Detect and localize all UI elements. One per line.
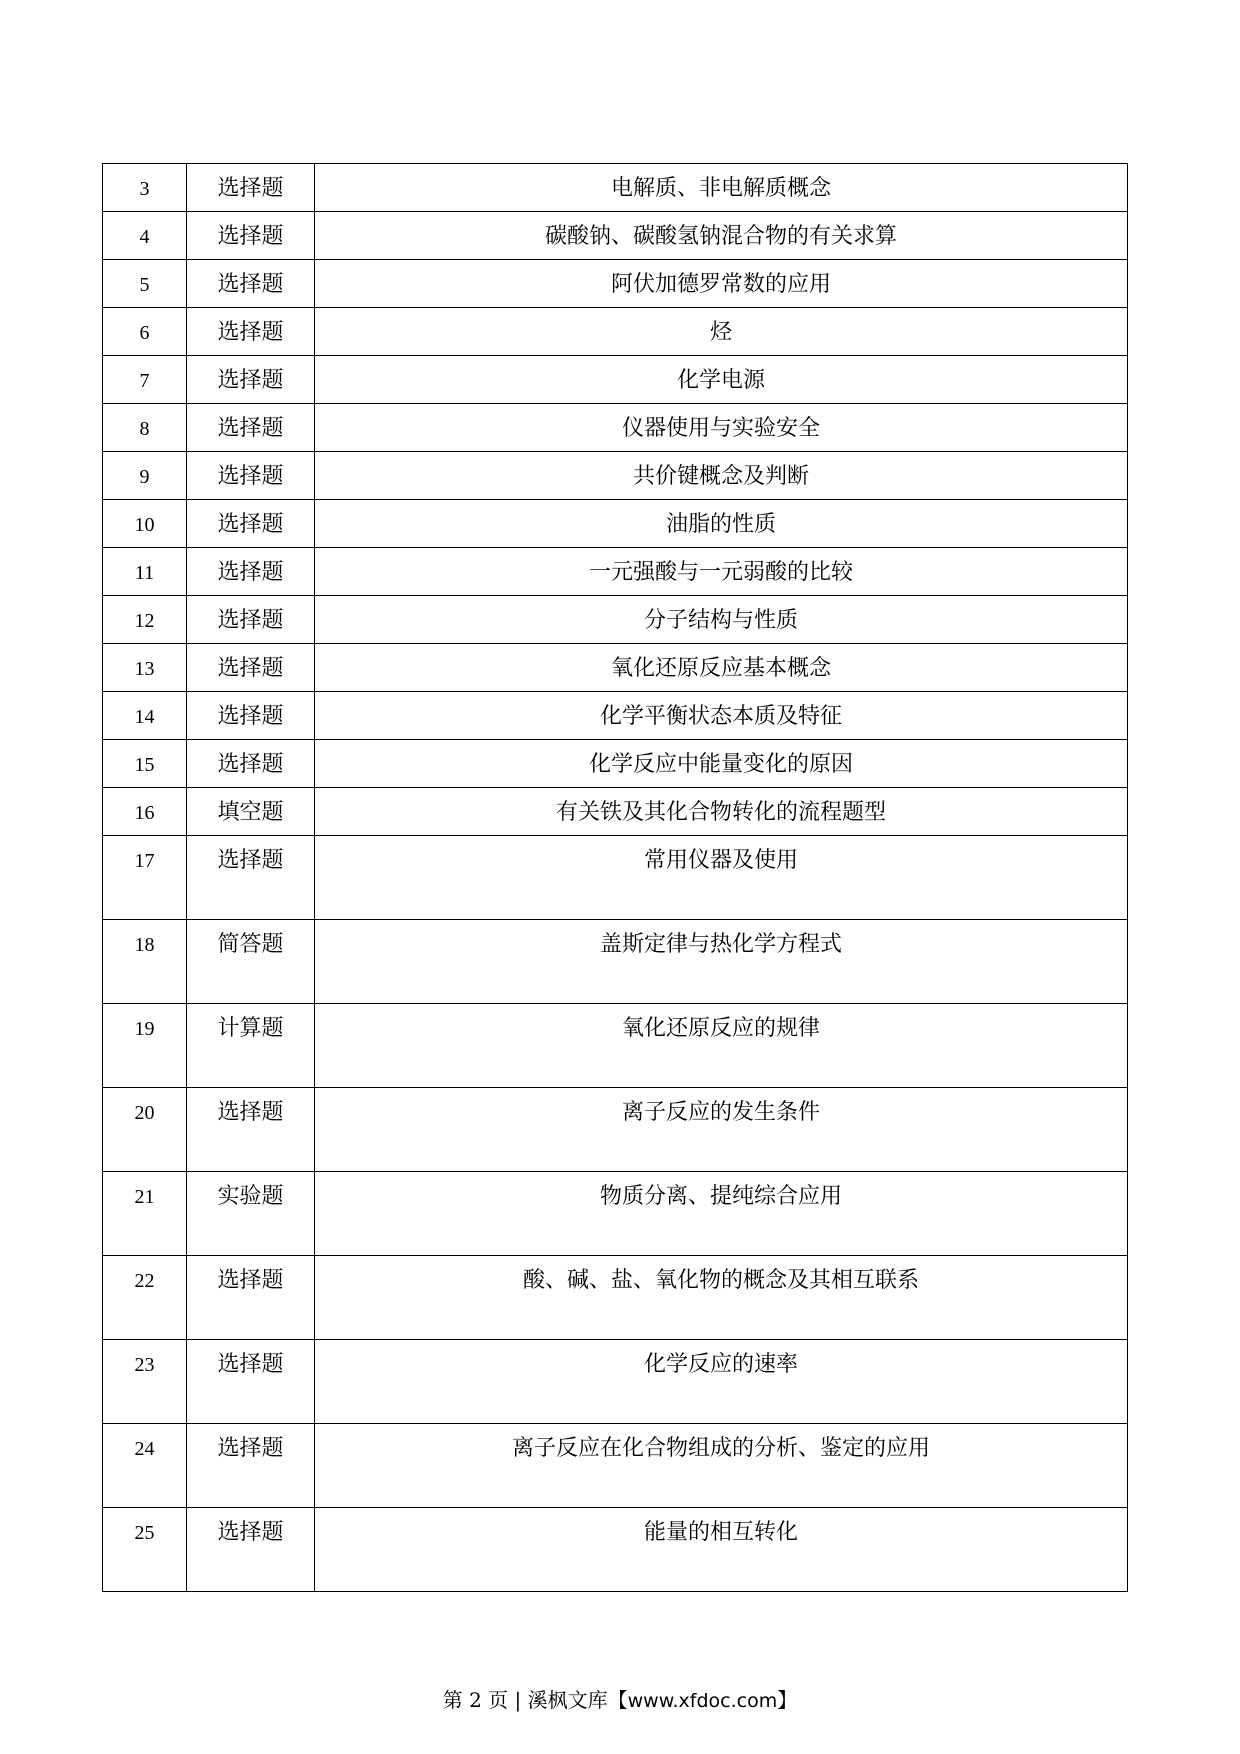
question-type-cell: 计算题 xyxy=(187,1004,315,1088)
question-number-cell: 5 xyxy=(103,260,187,308)
table-row xyxy=(103,596,1128,644)
question-type-cell: 选择题 xyxy=(187,1424,315,1508)
knowledge-point-cell: 共价键概念及判断 xyxy=(315,452,1128,500)
table-row xyxy=(103,1340,1128,1424)
question-type-cell: 选择题 xyxy=(187,1256,315,1340)
table-row xyxy=(103,1172,1128,1256)
knowledge-point-cell: 电解质、非电解质概念 xyxy=(315,164,1128,212)
question-type-cell: 选择题 xyxy=(187,500,315,548)
page-footer xyxy=(0,1684,1240,1713)
table-row xyxy=(103,500,1128,548)
question-type-cell: 选择题 xyxy=(187,1508,315,1592)
question-number-cell: 15 xyxy=(103,740,187,788)
question-type-cell: 选择题 xyxy=(187,308,315,356)
question-number-cell: 18 xyxy=(103,920,187,1004)
table-row xyxy=(103,920,1128,1004)
question-type-cell: 选择题 xyxy=(187,164,315,212)
question-type-cell: 填空题 xyxy=(187,788,315,836)
knowledge-point-cell: 仪器使用与实验安全 xyxy=(315,404,1128,452)
knowledge-point-cell: 化学平衡状态本质及特征 xyxy=(315,692,1128,740)
question-type-cell: 选择题 xyxy=(187,1088,315,1172)
table-row xyxy=(103,644,1128,692)
knowledge-point-cell: 有关铁及其化合物转化的流程题型 xyxy=(315,788,1128,836)
question-number-cell: 8 xyxy=(103,404,187,452)
table-row xyxy=(103,452,1128,500)
question-number-cell: 6 xyxy=(103,308,187,356)
knowledge-point-table xyxy=(102,163,1128,1592)
table-row xyxy=(103,404,1128,452)
knowledge-point-cell: 离子反应的发生条件 xyxy=(315,1088,1128,1172)
question-type-cell: 简答题 xyxy=(187,920,315,1004)
table-row xyxy=(103,1508,1128,1592)
footer-url: www.xfdoc.com xyxy=(627,1690,778,1712)
table-row xyxy=(103,788,1128,836)
table-row xyxy=(103,1424,1128,1508)
question-number-cell: 4 xyxy=(103,212,187,260)
footer-page-label: 第 2 页 | 溪枫文库【 xyxy=(442,1688,628,1712)
question-number-cell: 24 xyxy=(103,1424,187,1508)
question-type-cell: 实验题 xyxy=(187,1172,315,1256)
table-row xyxy=(103,740,1128,788)
question-type-cell: 选择题 xyxy=(187,740,315,788)
table-row xyxy=(103,308,1128,356)
footer-bracket: 】 xyxy=(777,1688,798,1712)
knowledge-point-cell: 能量的相互转化 xyxy=(315,1508,1128,1592)
question-number-cell: 23 xyxy=(103,1340,187,1424)
table-row xyxy=(103,356,1128,404)
question-number-cell: 11 xyxy=(103,548,187,596)
question-number-cell: 22 xyxy=(103,1256,187,1340)
question-number-cell: 20 xyxy=(103,1088,187,1172)
knowledge-point-cell: 化学反应的速率 xyxy=(315,1340,1128,1424)
knowledge-point-cell: 烃 xyxy=(315,308,1128,356)
question-type-cell: 选择题 xyxy=(187,212,315,260)
question-type-cell: 选择题 xyxy=(187,548,315,596)
question-type-cell: 选择题 xyxy=(187,404,315,452)
question-type-cell: 选择题 xyxy=(187,1340,315,1424)
question-number-cell: 21 xyxy=(103,1172,187,1256)
table-row xyxy=(103,1256,1128,1340)
question-number-cell: 7 xyxy=(103,356,187,404)
knowledge-point-cell: 离子反应在化合物组成的分析、鉴定的应用 xyxy=(315,1424,1128,1508)
table-row xyxy=(103,212,1128,260)
knowledge-point-cell: 化学电源 xyxy=(315,356,1128,404)
table-row xyxy=(103,836,1128,920)
knowledge-point-cell: 物质分离、提纯综合应用 xyxy=(315,1172,1128,1256)
question-type-cell: 选择题 xyxy=(187,644,315,692)
knowledge-point-cell: 化学反应中能量变化的原因 xyxy=(315,740,1128,788)
question-number-cell: 12 xyxy=(103,596,187,644)
question-number-cell: 14 xyxy=(103,692,187,740)
question-number-cell: 19 xyxy=(103,1004,187,1088)
table-body xyxy=(103,164,1128,1592)
question-type-cell: 选择题 xyxy=(187,260,315,308)
knowledge-point-cell: 阿伏加德罗常数的应用 xyxy=(315,260,1128,308)
table-row xyxy=(103,260,1128,308)
knowledge-point-cell: 一元强酸与一元弱酸的比较 xyxy=(315,548,1128,596)
table-row xyxy=(103,692,1128,740)
knowledge-point-cell: 分子结构与性质 xyxy=(315,596,1128,644)
table-row xyxy=(103,1004,1128,1088)
question-type-cell: 选择题 xyxy=(187,836,315,920)
knowledge-point-cell: 碳酸钠、碳酸氢钠混合物的有关求算 xyxy=(315,212,1128,260)
question-number-cell: 13 xyxy=(103,644,187,692)
question-type-cell: 选择题 xyxy=(187,692,315,740)
knowledge-point-cell: 盖斯定律与热化学方程式 xyxy=(315,920,1128,1004)
question-type-cell: 选择题 xyxy=(187,596,315,644)
question-number-cell: 25 xyxy=(103,1508,187,1592)
knowledge-point-cell: 油脂的性质 xyxy=(315,500,1128,548)
knowledge-point-cell: 氧化还原反应基本概念 xyxy=(315,644,1128,692)
table-row xyxy=(103,164,1128,212)
question-number-cell: 17 xyxy=(103,836,187,920)
question-number-cell: 16 xyxy=(103,788,187,836)
question-number-cell: 3 xyxy=(103,164,187,212)
question-number-cell: 10 xyxy=(103,500,187,548)
table-row xyxy=(103,1088,1128,1172)
question-type-cell: 选择题 xyxy=(187,356,315,404)
question-type-cell: 选择题 xyxy=(187,452,315,500)
question-number-cell: 9 xyxy=(103,452,187,500)
knowledge-point-cell: 氧化还原反应的规律 xyxy=(315,1004,1128,1088)
knowledge-point-cell: 常用仪器及使用 xyxy=(315,836,1128,920)
knowledge-point-cell: 酸、碱、盐、氧化物的概念及其相互联系 xyxy=(315,1256,1128,1340)
table-row xyxy=(103,548,1128,596)
